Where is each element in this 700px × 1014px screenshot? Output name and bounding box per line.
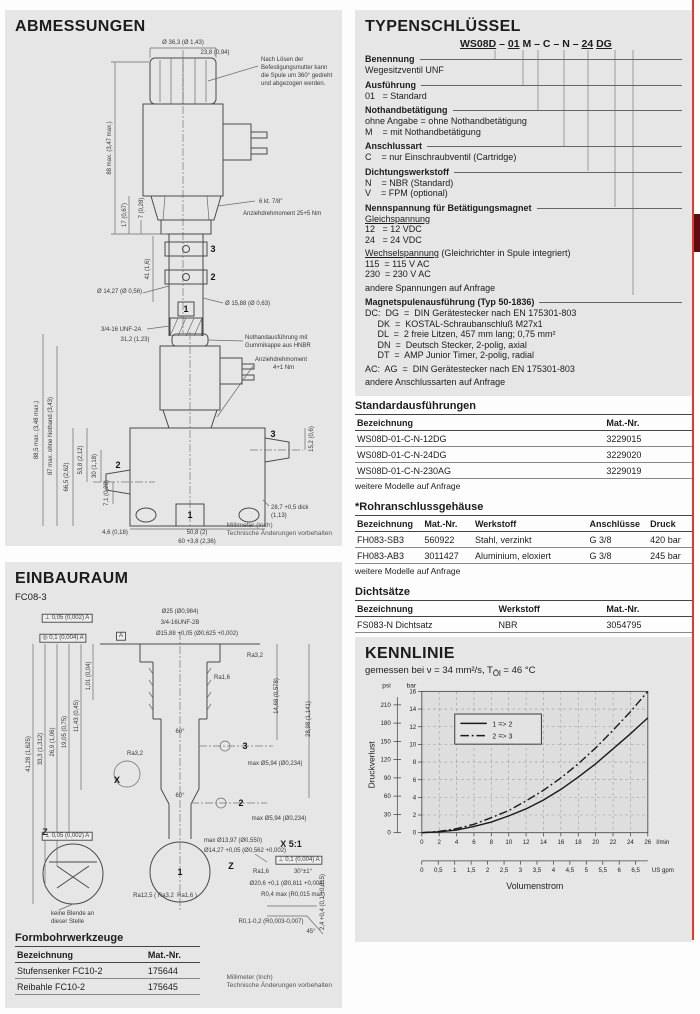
table-cell: 175645 xyxy=(146,979,200,995)
code-legend-line: 24 = 24 VDC xyxy=(365,234,422,245)
dim-label: 1 xyxy=(183,303,189,314)
dim-label: ◎ 0,1 (0,004) A xyxy=(39,634,86,643)
table-header-row xyxy=(355,601,692,617)
dim-label: 28,7 +0,5 dick xyxy=(271,504,309,511)
formbohrwerkzeuge-section xyxy=(15,932,200,995)
x-axis-label: Volumenstrom xyxy=(506,881,564,892)
code-segment: – xyxy=(534,38,540,50)
code-segment: M xyxy=(522,38,532,50)
standardausfuehrungen-table xyxy=(355,414,692,479)
column-header: Bezeichnung xyxy=(355,516,422,532)
dim-label: dieser Stelle xyxy=(51,918,85,925)
dim-label: 88 max. (3,47 max.) xyxy=(106,121,113,175)
column-header: Druck xyxy=(648,516,692,532)
rohranschlussgehaeuse-section xyxy=(355,501,692,576)
axis-tick-label: 0 xyxy=(420,838,424,846)
table-row xyxy=(15,963,200,979)
axis-tick-label: 6 xyxy=(617,867,621,875)
axis-tick-label: 10 xyxy=(409,741,417,749)
dim-label: 1 xyxy=(187,509,193,520)
legend-label: 1 => 2 xyxy=(492,721,513,729)
plot-area xyxy=(422,691,648,832)
table-cell: FS083-N Dichtsatz xyxy=(355,617,497,633)
code-legend-section xyxy=(365,80,682,102)
abmessungen-drawing1-labels xyxy=(15,36,331,336)
column-header: Mat.-Nr. xyxy=(604,601,692,617)
dim-label: Anziehdrehmoment 25+5 Nm xyxy=(243,210,322,217)
code-legend-line: Wegesitzventil UNF xyxy=(365,65,444,75)
standardausfuehrungen-title: Standardausführungen xyxy=(355,400,477,412)
code-legend-line: AC: AG = DIN Gerätestecker nach EN 175301-803 xyxy=(365,363,575,374)
dim-label: 26,9 (1,06) xyxy=(49,727,56,757)
dim-label: Ø 15,88 (Ø 0,63) xyxy=(225,300,271,307)
dichtsaetze-title: Dichtsätze xyxy=(355,586,411,598)
table-cell: WS08D-01-C-N-12DG xyxy=(355,431,604,447)
axis-tick-label: 2 xyxy=(437,838,441,846)
ordering-code-legend xyxy=(365,54,682,388)
rohranschlussgehaeuse-title: *Rohranschlussgehäuse xyxy=(355,501,484,513)
dim-label: 1 xyxy=(177,866,183,877)
column-header: Werkstoff xyxy=(473,516,588,532)
axis-tick-label: 16 xyxy=(557,838,565,846)
dim-label: 2 xyxy=(210,271,216,282)
dim-label: 11,43 (0,45) xyxy=(73,700,80,732)
dim-label: 33,3 (1,312) xyxy=(37,732,44,766)
dim-label: 41 (1,6) xyxy=(144,258,151,280)
kennlinie-title: KENNLINIE xyxy=(365,645,455,662)
code-legend-line: V = FPM (optional) xyxy=(365,188,448,198)
axis-tick-label: 1,5 xyxy=(466,867,476,875)
abmessungen-footer xyxy=(226,522,332,538)
table-header-row xyxy=(355,415,692,431)
dim-label: Ø20,6 +0,1 (Ø0,811 +0,004) xyxy=(249,880,325,887)
code-legend-heading: Nothandbetätigung xyxy=(365,105,682,116)
code-legend-line: DN = Deutsch Stecker, 2-polig, axial xyxy=(365,339,527,350)
axis-tick-label: 4,5 xyxy=(565,867,575,875)
table-row xyxy=(355,548,692,564)
dim-label: 53,8 (2,12) xyxy=(77,445,84,475)
code-legend-section xyxy=(365,141,682,163)
formbohrwerkzeuge-title: Formbohrwerkzeuge xyxy=(15,932,124,944)
dim-label: ⊥ 0,05 (0,002) A xyxy=(42,832,93,841)
chart-svg xyxy=(365,682,682,908)
axis-tick-label: 0 xyxy=(387,829,391,837)
axis-tick-label: 8 xyxy=(412,759,417,767)
code-segment: 24 xyxy=(581,38,594,50)
code-legend-section xyxy=(365,203,682,294)
table-cell: FH083-AB3 xyxy=(355,548,422,564)
table-row xyxy=(15,979,200,995)
table-row xyxy=(355,431,692,447)
axis-tick-label: 4 xyxy=(454,838,459,846)
axis-tick-label: 180 xyxy=(380,720,391,728)
dim-label: Ra1,6 xyxy=(252,868,270,875)
dim-label: 3 xyxy=(242,740,248,751)
dim-label: 4+1 Nm xyxy=(273,364,295,371)
dim-label: 3 xyxy=(270,428,276,439)
table-cell: WS08D-01-C-N-24DG xyxy=(355,447,604,463)
y-axis-unit-psi: psi xyxy=(382,682,391,690)
dim-label: 14,68 (0,578) xyxy=(273,678,280,714)
axis-tick-label: 4 xyxy=(412,794,417,802)
footer-changes-note: Technische Änderungen vorbehalten xyxy=(226,530,332,537)
table-cell: WS08D-01-C-N-230AG xyxy=(355,463,604,479)
axis-tick-label: 26 xyxy=(644,838,652,846)
axis-tick-label: 20 xyxy=(592,838,600,846)
dim-label: Z xyxy=(228,860,234,871)
axis-tick-label: 0,5 xyxy=(434,867,443,875)
dim-label: Befestigungsmutter kann xyxy=(261,64,328,71)
table-cell: 560922 xyxy=(422,532,473,548)
dim-label: ⊥ 0,1 (0,004) A xyxy=(275,856,322,865)
axis-tick-label: 2 xyxy=(485,867,490,875)
axis-tick-label: 6 xyxy=(472,838,476,846)
table-cell: 245 bar xyxy=(648,548,692,564)
table-cell: G 3/8 xyxy=(588,548,649,564)
footer-changes-note: Technische Änderungen vorbehalten xyxy=(226,982,332,989)
code-legend-line: Gleichspannung xyxy=(365,213,431,224)
code-legend-line: Wechselspannung (Gleichrichter in Spule integriert) xyxy=(365,248,571,258)
dim-label: 88,5 max. (3,48 max.) xyxy=(33,400,40,460)
standardausfuehrungen-section xyxy=(355,400,692,491)
x-axis-unit-lmin: l/min xyxy=(656,838,670,846)
code-legend-heading: Magnetspulenausführung (Typ 50-1836) xyxy=(365,297,682,308)
axis-tick-label: 4 xyxy=(551,867,556,875)
axis-tick-label: 0 xyxy=(420,867,424,875)
einbauraum-drawing-labels xyxy=(15,604,331,938)
table-cell: 3229020 xyxy=(604,447,692,463)
y-axis-unit-bar: bar xyxy=(406,682,417,690)
axis-tick-label: 210 xyxy=(380,701,391,709)
column-header: Mat.-Nr. xyxy=(422,516,473,532)
dim-label: X xyxy=(113,774,121,785)
code-legend-line: 115 = 115 V AC xyxy=(365,258,430,269)
table-cell: 420 bar xyxy=(648,532,692,548)
dim-label: max Ø5,94 (Ø0,234) xyxy=(247,760,303,767)
column-header: Bezeichnung xyxy=(15,947,146,963)
table-cell: Stufensenker FC10-2 xyxy=(15,963,146,979)
table-cell: 3229019 xyxy=(604,463,692,479)
dim-label: Ra3,2 xyxy=(126,750,144,757)
dim-label: 31,2 (1,23) xyxy=(120,336,150,343)
dim-label: 30 (1,18) xyxy=(91,453,98,479)
dim-label: 28,98 (1,141) xyxy=(305,701,312,737)
einbauraum-footer xyxy=(226,974,332,990)
axis-tick-label: 12 xyxy=(522,838,530,846)
dim-label: R0,4 max (R0,015 max) xyxy=(261,891,325,898)
dim-label: max Ø5,94 (Ø0,234) xyxy=(251,815,307,822)
column-header: Anschlüsse xyxy=(588,516,649,532)
abmessungen-drawing2-labels xyxy=(15,332,331,546)
dim-label: 4,6 (0,18) xyxy=(102,529,128,536)
table-cell: 3229015 xyxy=(604,431,692,447)
dim-label: 41,28 (1,625) xyxy=(25,736,32,772)
code-segment: – xyxy=(499,38,505,50)
dim-label: 45° xyxy=(306,928,316,935)
dim-label: 2 xyxy=(238,797,244,808)
code-legend-heading: Dichtungswerkstoff xyxy=(365,167,682,178)
dim-label: 60 +3,8 (2,36) xyxy=(178,538,216,545)
dim-label: 17 (0,67) xyxy=(121,202,128,228)
axis-tick-label: 14 xyxy=(540,838,547,846)
dim-label: Nach Lösen der xyxy=(261,56,304,63)
code-segment: N xyxy=(562,38,570,50)
ordering-code xyxy=(460,38,682,50)
dim-label: 66,5 (2,62) xyxy=(63,462,70,492)
dim-label: und abgezogen werden. xyxy=(261,80,326,87)
dim-label: Anziehdrehmoment xyxy=(255,356,308,363)
rohranschlussgehaeuse-table xyxy=(355,515,692,564)
code-legend-line: DC: DG = DIN Gerätestecker nach EN 175301-803 xyxy=(365,308,577,318)
dim-label: 3 xyxy=(210,243,216,254)
dim-label: ⊥ 0,05 (0,002) A xyxy=(42,614,93,623)
dim-label: 15,2 (0,6) xyxy=(308,426,315,452)
dim-label: 7 (0,28) xyxy=(138,197,145,219)
column-header: Werkstoff xyxy=(497,601,605,617)
table-cell: 3011427 xyxy=(422,548,473,564)
y-axis-label: Druckverlust xyxy=(366,741,377,789)
code-legend-line: DK = KOSTAL-Schraubanschluß M27x1 xyxy=(365,318,543,329)
axis-tick-label: 5,5 xyxy=(598,867,608,875)
code-segment: WS08D xyxy=(460,38,497,50)
code-segment: – xyxy=(553,38,560,50)
dim-label: 87 max. ohne Nothand (3,43) xyxy=(47,396,54,476)
code-segment: C xyxy=(542,38,551,50)
code-legend-heading: Anschlussart xyxy=(365,141,682,152)
kennlinie-conditions: gemessen bei ν = 34 mm²/s, $T_{Öl} = 46$ °C xyxy=(365,665,536,678)
dim-label: 1,01 (0,04) xyxy=(85,661,92,691)
einbauraum-cavity-code: FC08-3 xyxy=(15,592,47,603)
axis-tick-label: 8 xyxy=(489,838,494,846)
column-header: Bezeichnung xyxy=(355,601,497,617)
dim-label: die Spule um 360° gedreht xyxy=(261,72,333,79)
code-legend-line: andere Anschlussarten auf Anfrage xyxy=(365,377,506,387)
column-header: Mat.-Nr. xyxy=(604,415,692,431)
axis-tick-label: 6,5 xyxy=(631,867,640,875)
axis-tick-label: 90 xyxy=(383,774,391,782)
axis-tick-label: 30 xyxy=(383,811,391,819)
axis-tick-label: 22 xyxy=(609,838,617,846)
code-segment: – xyxy=(572,38,579,50)
code-legend-line: M = mit Nothandbetätigung xyxy=(365,126,481,137)
dim-label: 19,05 (0,75) xyxy=(61,715,68,749)
code-legend-line: 230 = 230 V AC xyxy=(365,269,431,279)
dim-label: Ra3,2 xyxy=(246,652,264,659)
table-cell: 3054795 xyxy=(604,617,692,633)
code-legend-line: ohne Angabe = ohne Nothandbetätigung xyxy=(365,116,527,126)
table-cell: 175644 xyxy=(146,963,200,979)
axis-tick-label: 60 xyxy=(383,793,391,801)
table-header-row xyxy=(15,947,200,963)
dim-label: Ra1,6 xyxy=(213,674,231,681)
dim-label: Ø14,27 +0,05 (Ø0,562 +0,002) xyxy=(203,847,287,854)
table-cell: Reibahle FC10-2 xyxy=(15,979,146,995)
dim-label: 50,8 (2) xyxy=(186,529,208,536)
axis-tick-label: 12 xyxy=(409,723,417,731)
dim-label: Ø 36,3 (Ø 1,43) xyxy=(162,39,204,46)
table-row xyxy=(355,617,692,633)
dim-label: 30°±1° xyxy=(293,868,313,875)
footer-units-note: Millimeter (Inch) xyxy=(226,522,273,529)
dim-label: Nothandausführung mit xyxy=(245,334,308,341)
dim-label: A xyxy=(116,632,126,641)
column-header: Bezeichnung xyxy=(355,415,604,431)
abmessungen-panel xyxy=(5,10,342,546)
footer-units-note: Millimeter (Inch) xyxy=(226,974,273,981)
code-legend-heading: Ausführung xyxy=(365,80,682,91)
dim-label: max Ø13,97 (Ø0,550) xyxy=(203,837,263,844)
dim-label: 7,1 (0,28) xyxy=(103,480,110,506)
dim-label: Ø15,88 +0,05 (Ø0,625 +0,002) xyxy=(155,630,239,637)
axis-tick-label: 3 xyxy=(518,867,523,875)
pressure-drop-chart xyxy=(365,682,682,913)
scan-crop-line xyxy=(692,0,694,940)
dim-label: keine Blende an xyxy=(51,910,95,917)
dim-label: Gummikappe aus HNBR xyxy=(245,342,311,349)
axis-tick-label: 24 xyxy=(627,838,634,846)
code-legend-line: DT = AMP Junior Timer, 2-polig, radial xyxy=(365,350,534,360)
code-segment: 01 xyxy=(507,38,520,50)
code-legend-line: andere Spannungen auf Anfrage xyxy=(365,282,496,293)
code-legend-line: 12 = 12 VDC xyxy=(365,224,422,234)
dim-label: 2,4 +0,4 (0,1 +0,015) xyxy=(319,873,326,931)
code-legend-line: DL = 2 freie Litzen, 457 mm lang; 0,75 mm² xyxy=(365,329,556,339)
axis-tick-label: 2,5 xyxy=(499,867,509,875)
axis-tick-label: 3,5 xyxy=(532,867,542,875)
table-row xyxy=(355,532,692,548)
table-cell: NBR xyxy=(497,617,605,633)
dim-label: Ø25 (Ø0,984) xyxy=(161,608,199,615)
table-row xyxy=(355,463,692,479)
axis-tick-label: 150 xyxy=(380,738,391,746)
dim-label: 6 kt. 7/8" xyxy=(259,198,283,205)
axis-tick-label: 0 xyxy=(412,829,417,837)
typenschluessel-panel xyxy=(355,10,692,396)
legend-label: 2 => 3 xyxy=(492,733,513,741)
table-cell: Stahl, verzinkt xyxy=(473,532,588,548)
rohr-note: weitere Modelle auf Anfrage xyxy=(355,566,461,576)
dim-label: 60° xyxy=(175,792,185,799)
typenschluessel-title: TYPENSCHLÜSSEL xyxy=(365,18,521,35)
code-legend-line: C = nur Einschraubventil (Cartridge) xyxy=(365,152,517,162)
code-legend-heading: Benennung xyxy=(365,54,682,65)
dim-label: Ra12,5 ( Ra3,2 Ra1,6 ) xyxy=(133,892,197,899)
dim-label: Ø 14,27 (Ø 0,56) xyxy=(97,288,143,295)
einbauraum-title: EINBAURAUM xyxy=(15,570,129,587)
table-cell: G 3/8 xyxy=(588,532,649,548)
code-legend-line: 01 = Standard xyxy=(365,90,427,101)
abmessungen-title: ABMESSUNGEN xyxy=(15,18,146,35)
axis-tick-label: 6 xyxy=(412,776,417,784)
axis-tick-label: 2 xyxy=(412,811,417,819)
dim-label: 60° xyxy=(175,728,185,735)
formbohrwerkzeuge-table xyxy=(15,946,200,995)
axis-tick-label: 18 xyxy=(574,838,582,846)
dim-label: 3/4-16UNF-2B xyxy=(160,619,200,626)
table-header-row xyxy=(355,516,692,532)
dim-label: 2 xyxy=(115,459,121,470)
code-legend-section xyxy=(365,297,682,388)
axis-tick-label: 5 xyxy=(584,867,589,875)
code-legend-heading: Nennspannung für Betätigungsmagnet xyxy=(365,203,682,214)
einbauraum-panel xyxy=(5,562,342,1008)
dim-label: R0,1-0,2 (R0,003-0,007) xyxy=(238,918,304,925)
code-segment: DG xyxy=(596,38,612,50)
code-legend-section xyxy=(365,105,682,137)
scan-ink-mark xyxy=(694,214,700,252)
table-row xyxy=(355,447,692,463)
table-cell: Aluminium, eloxiert xyxy=(473,548,588,564)
code-legend-section xyxy=(365,54,682,76)
standard-note: weitere Modelle auf Anfrage xyxy=(355,481,461,491)
dim-label: Z xyxy=(42,826,48,837)
table-cell: FH083-SB3 xyxy=(355,532,422,548)
tables-column xyxy=(355,400,692,659)
kennlinie-panel xyxy=(355,637,692,942)
x-axis-unit-usgpm: US gpm xyxy=(651,867,674,875)
axis-tick-label: 14 xyxy=(409,706,417,714)
code-legend-line: N = NBR (Standard) xyxy=(365,177,454,188)
axis-tick-label: 16 xyxy=(409,688,417,696)
axis-tick-label: 120 xyxy=(380,756,391,764)
dim-label: X 5:1 xyxy=(280,838,302,849)
dim-label: 23,8 (0,94) xyxy=(200,49,230,56)
dim-label: 3/4-16 UNF-2A xyxy=(101,326,142,333)
code-legend-section xyxy=(365,167,682,199)
axis-tick-label: 1 xyxy=(453,867,457,875)
dim-label: (1,13) xyxy=(271,512,287,519)
column-header: Mat.-Nr. xyxy=(146,947,200,963)
axis-tick-label: 10 xyxy=(505,838,513,846)
